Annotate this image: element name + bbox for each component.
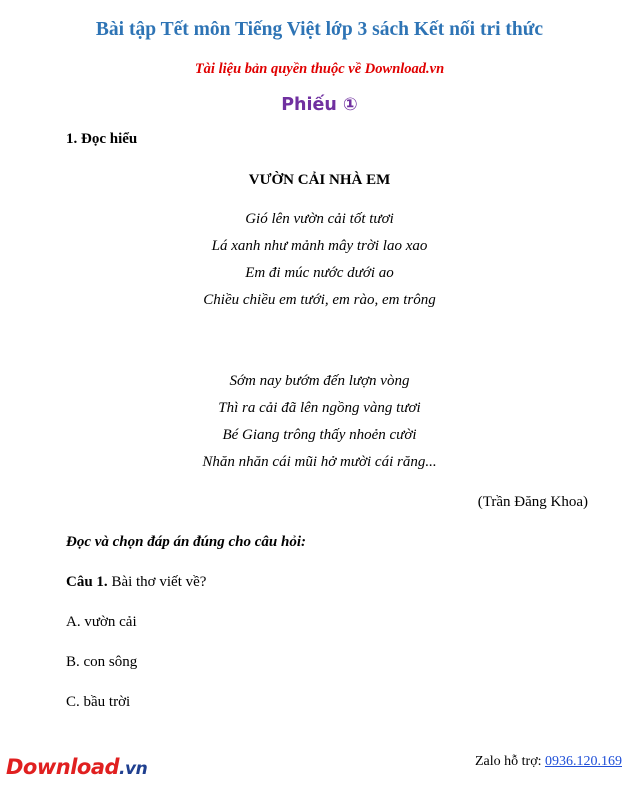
question-1	[66, 574, 206, 591]
support-contact	[475, 754, 622, 770]
poem-line: Em đi múc nước dưới ao	[245, 265, 394, 281]
sheet-label: Phiếu ①	[281, 95, 358, 115]
logo-tld: .vn	[119, 759, 148, 779]
poem-line: Nhăn nhăn cái mũi hở mười cái răng...	[202, 454, 437, 470]
exercise-instruction: Đọc và chọn đáp án đúng cho câu hỏi:	[66, 534, 307, 550]
poem-author: (Trần Đăng Khoa)	[477, 494, 588, 510]
download-logo[interactable]	[6, 755, 147, 779]
poem-line: Sớm nay bướm đến lượn vòng	[229, 373, 410, 389]
poem-title: VƯỜN CẢI NHÀ EM	[248, 172, 391, 188]
poem-line: Lá xanh như mảnh mây trời lao xao	[211, 238, 428, 254]
poem-line: Bé Giang trông thấy nhoẻn cười	[222, 427, 417, 443]
document-title: Bài tập Tết môn Tiếng Việt lớp 3 sách Kết nối tri thức	[95, 19, 544, 40]
answer-option-b: B. con sông	[66, 654, 138, 670]
answer-option-c: C. bầu trời	[66, 694, 131, 710]
copyright-notice: Tài liệu bản quyền thuộc về Download.vn	[194, 61, 445, 77]
support-phone-link[interactable]: 0936.120.169	[545, 754, 622, 769]
poem-line: Chiều chiều em tưới, em rào, em trông	[203, 292, 436, 308]
poem-line: Gió lên vườn cải tốt tươi	[245, 211, 394, 227]
section-heading: 1. Đọc hiểu	[66, 131, 138, 147]
logo-main: Download	[6, 755, 120, 779]
support-label: Zalo hỗ trợ:	[475, 754, 545, 769]
answer-option-a: A. vườn cải	[66, 614, 137, 630]
question-text: Bài thơ viết về?	[107, 574, 207, 590]
poem-line: Thì ra cải đã lên ngồng vàng tươi	[218, 400, 421, 416]
question-label: Câu 1.	[66, 574, 108, 590]
